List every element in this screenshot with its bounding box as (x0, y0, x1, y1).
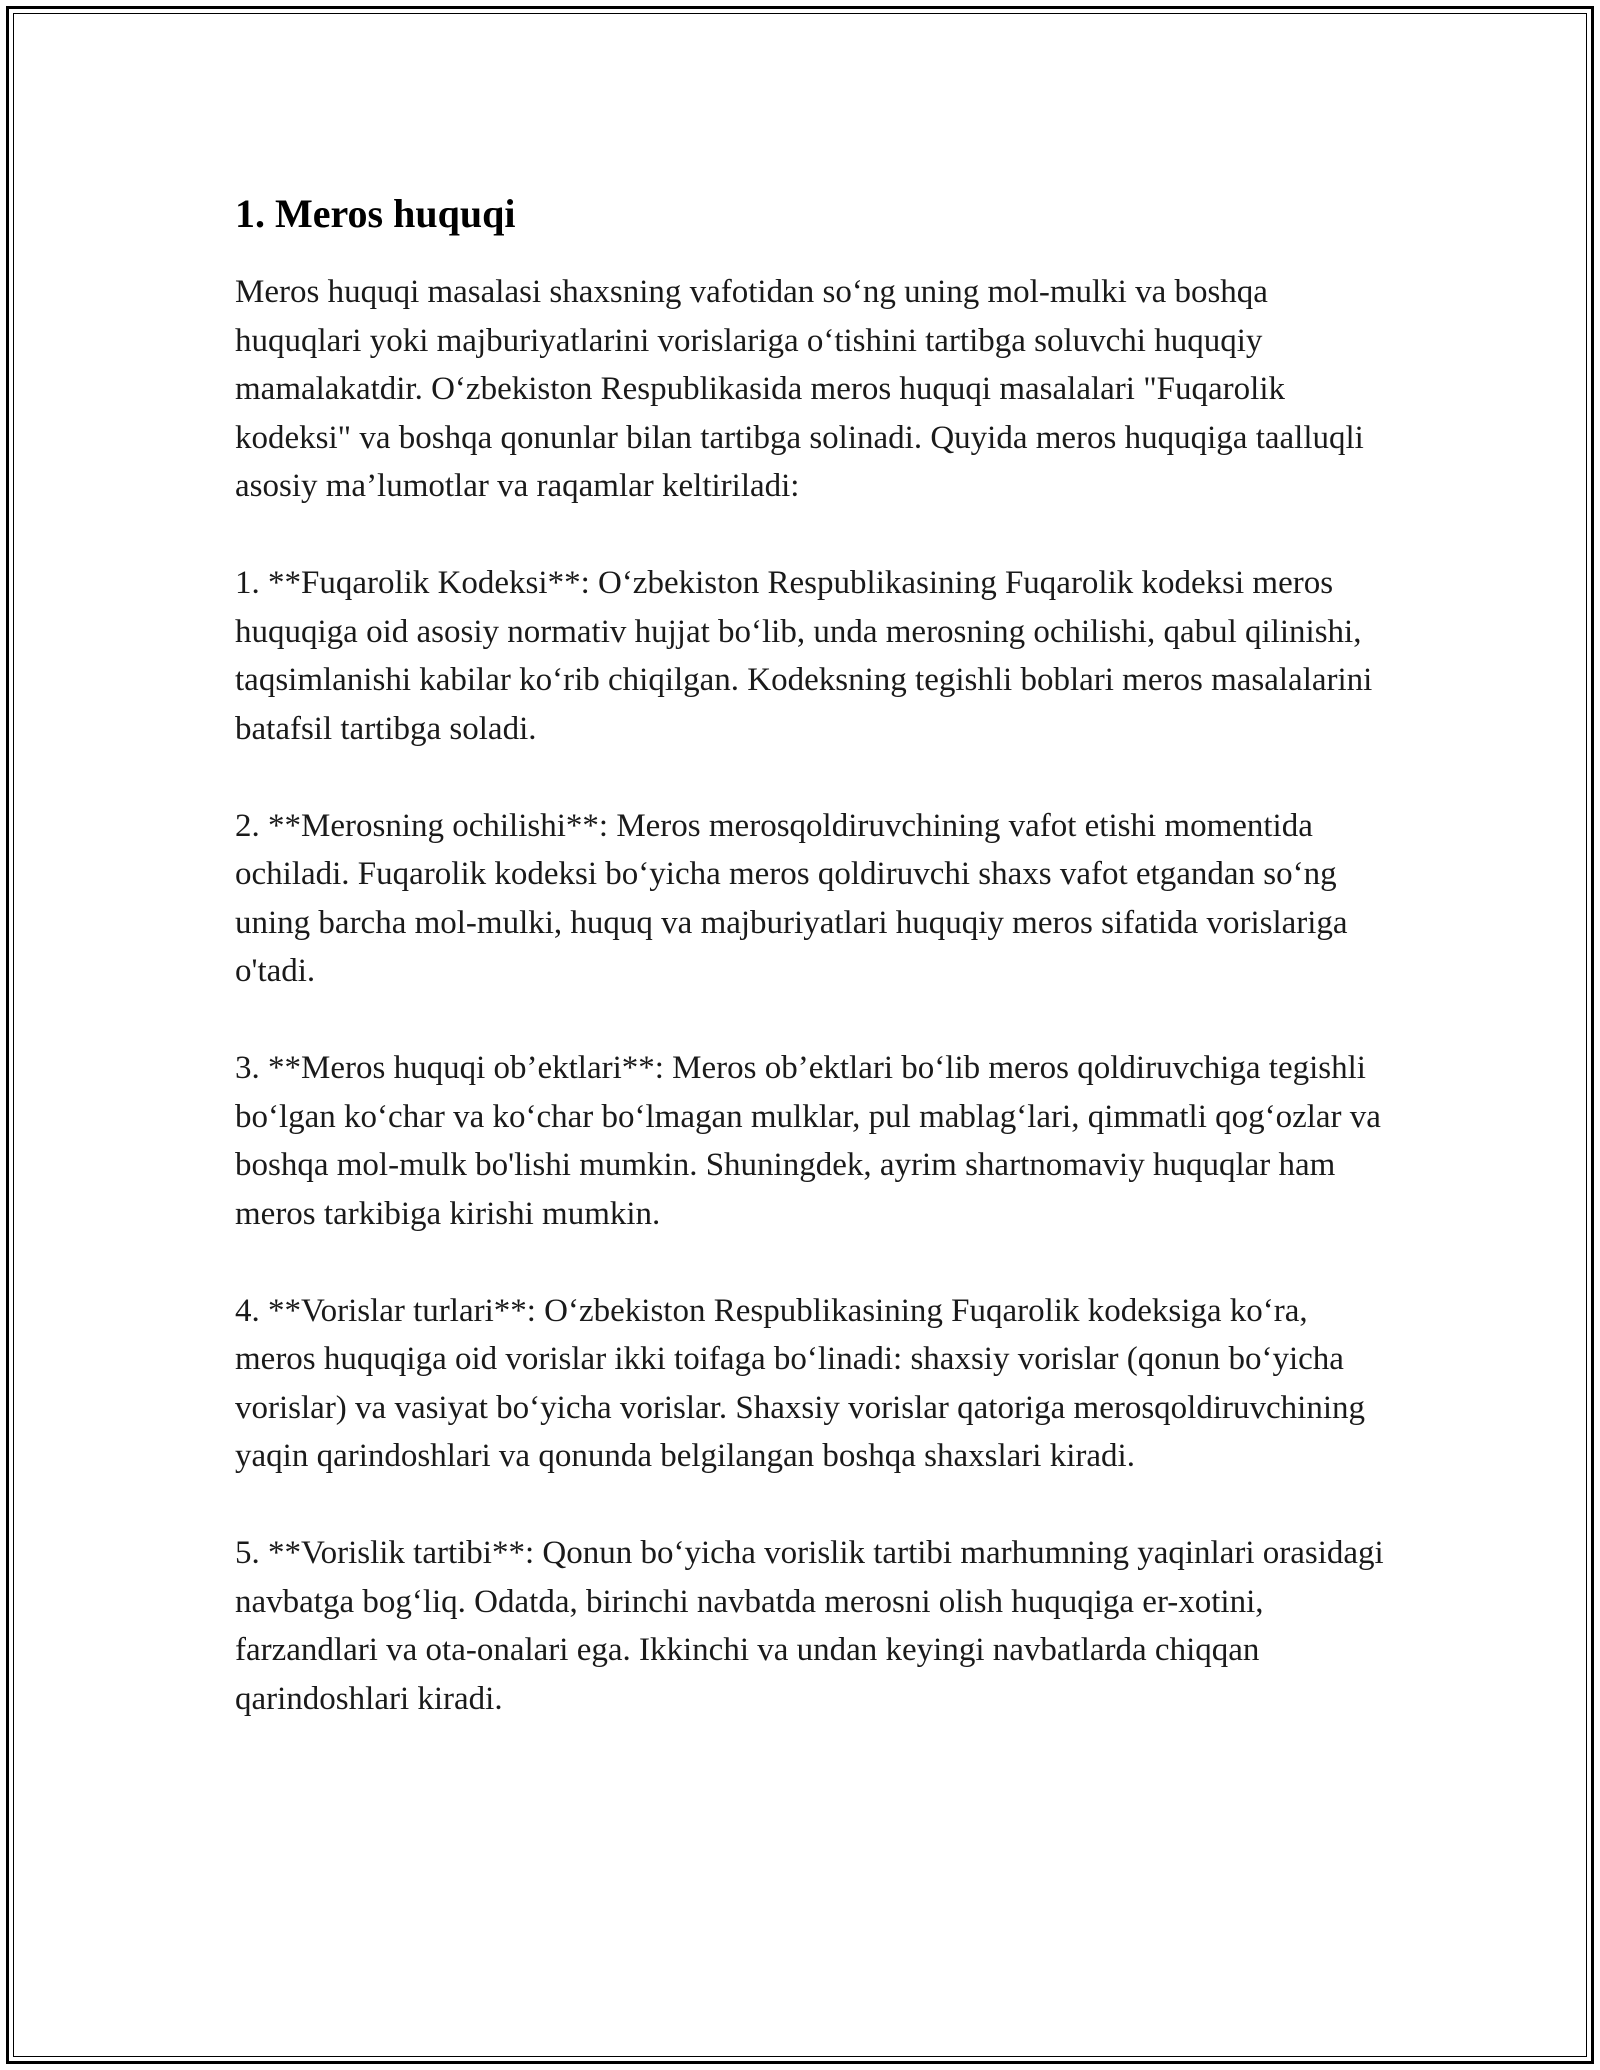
list-item-meros-obektlari: 3. **Meros huquqi ob’ektlari**: Meros ob’ektlari bo‘lib meros qoldiruvchiga tegishli bo‘lgan ko‘char va ko‘char bo‘lmagan mulklar, pul mablag‘lari, qimmatli qog‘ozlar va boshqa mol-mulk bo'lishi mumkin. Shuningdek, ayrim shartnomaviy huquqlar ham meros tarkibiga kirishi mumkin. (235, 1050, 1381, 1232)
section-heading: 1. Meros huquqi (235, 191, 516, 236)
list-item-fuqarolik-kodeksi: 1. **Fuqarolik Kodeksi**: O‘zbekiston Respublikasining Fuqarolik kodeksi meros huquqiga oid asosiy normativ hujjat bo‘lib, unda merosning ochilishi, qabul qilinishi, taqsimlanishi kabilar ko‘rib chiqilgan. Kodeksning tegishli boblari meros masalalarini batafsil tartibga soladi. (235, 565, 1373, 747)
document-body (235, 186, 1385, 1772)
list-item-vorislik-tartibi: 5. **Vorislik tartibi**: Qonun bo‘yicha vorislik tartibi marhumning yaqinlari orasidagi navbatga bog‘liq. Odatda, birinchi navbatda merosni olish huquqiga er-xotini, farzandlari va ota-onalari ega. Ikkinchi va undan keyingi navbatlarda chiqqan qarindoshlari kiradi. (235, 1535, 1384, 1717)
list-item-merosning-ochilishi: 2. **Merosning ochilishi**: Meros merosqoldiruvchining vafot etishi momentida ochiladi. Fuqarolik kodeksi bo‘yicha meros qoldiruvchi shaxs vafot etgandan so‘ng uning barcha mol-mulki, huquq va majburiyatlari huquqiy meros sifatida vorislariga o'tadi. (235, 807, 1348, 989)
intro-paragraph: Meros huquqi masalasi shaxsning vafotidan so‘ng uning mol-mulki va boshqa huquqlari yoki majburiyatlarini vorislariga o‘tishini tartibga soluvchi huquqiy mamalakatdir. O‘zbekiston Respublikasida meros huquqi masalalari "Fuqarolik kodeksi" va boshqa qonunlar bilan tartibga solinadi. Quyida meros huquqiga taalluqli asosiy ma’lumotlar va raqamlar keltiriladi: (235, 274, 1364, 504)
list-item-vorislar-turlari: 4. **Vorislar turlari**: O‘zbekiston Respublikasining Fuqarolik kodeksiga ko‘ra, meros huquqiga oid vorislar ikki toifaga bo‘linadi: shaxsiy vorislar (qonun bo‘yicha vorislar) va vasiyat bo‘yicha vorislar. Shaxsiy vorislar qatoriga merosqoldiruvchining yaqin qarindoshlari va qonunda belgilangan boshqa shaxslari kiradi. (235, 1292, 1365, 1474)
